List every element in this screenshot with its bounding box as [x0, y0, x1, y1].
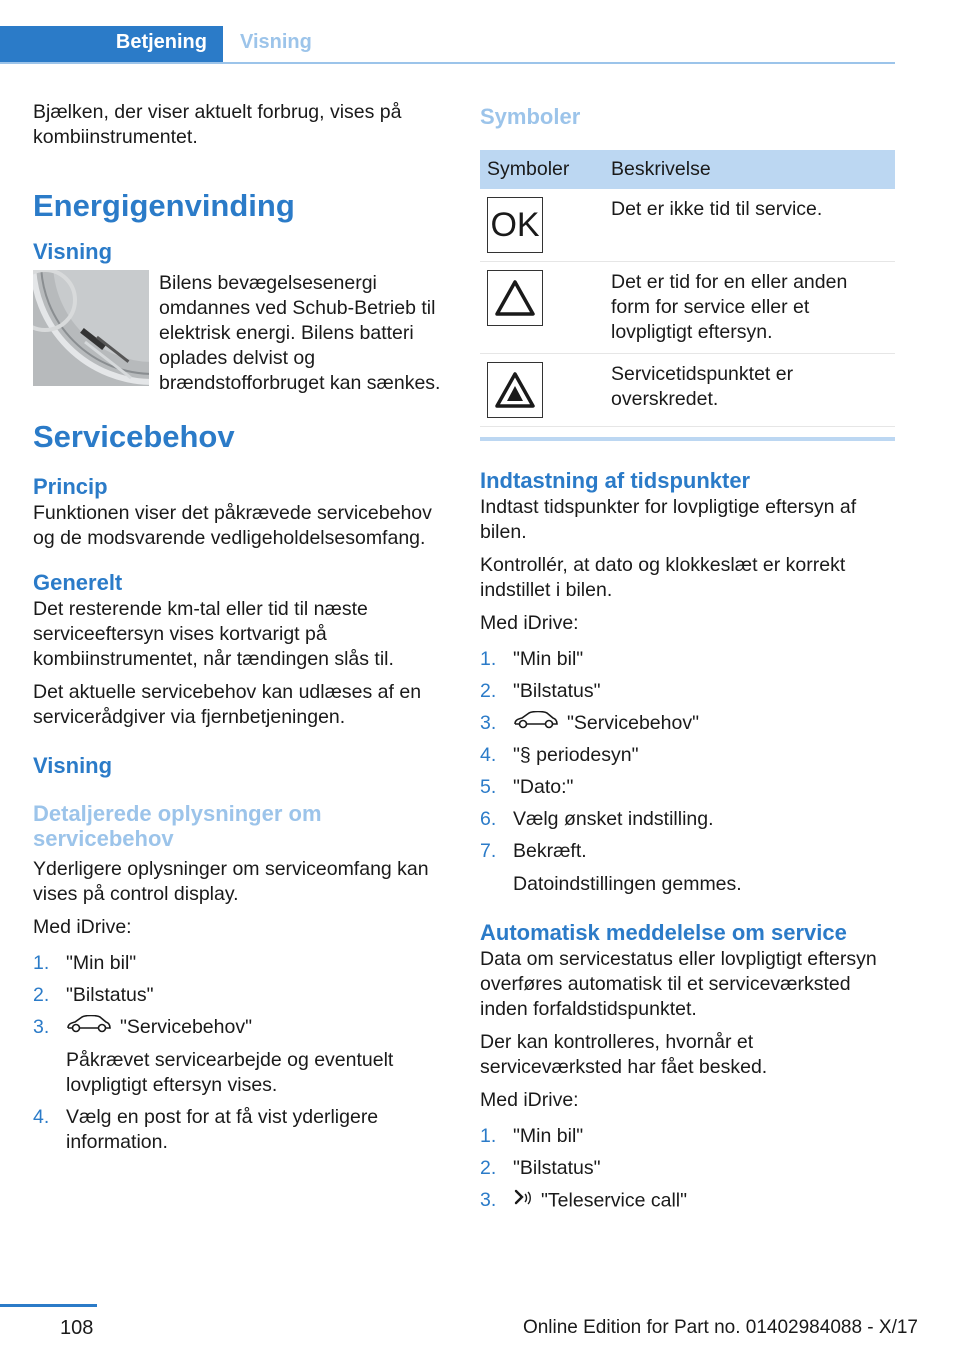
- intro-text: Bjælken, der viser aktuelt forbrug, vises på kombiinstrumentet.: [33, 101, 402, 148]
- step-number: 1.: [33, 952, 50, 974]
- overdue-triangle-icon: [487, 362, 543, 418]
- ok-icon: [487, 197, 543, 253]
- auto-text-1: Data om servicestatus eller lovpligtigt eftersyn overføres automatisk til et serviceværksted inden forfaldstidspunktet.: [480, 948, 877, 1021]
- table-row: [480, 262, 895, 354]
- step-number: 5.: [480, 776, 497, 799]
- teleservice-icon: [513, 1188, 533, 1215]
- step-text: "Teleservice call": [541, 1190, 688, 1212]
- list-item: [33, 1105, 441, 1155]
- list-item: [480, 775, 895, 800]
- symbol-cell: [480, 354, 604, 427]
- step-text: "Min bil": [66, 952, 137, 974]
- list-item: [480, 1124, 895, 1149]
- step-number: 4.: [33, 1106, 50, 1129]
- step-number: 1.: [480, 1125, 497, 1148]
- step-number: 3.: [480, 1189, 497, 1212]
- auto-text-2: Der kan kontrolleres, hvornår et serviceværksted har fået besked.: [480, 1031, 768, 1079]
- tab-betjening-label: Betjening: [115, 31, 207, 53]
- step-text: "Bilstatus": [513, 1157, 601, 1180]
- heading-symboler: Symboler: [480, 104, 581, 129]
- heading-princip: Princip: [33, 474, 108, 499]
- indtastning-text-2: Kontrollér, at dato og klokkeslæt er korrekt indstillet i bilen.: [480, 554, 846, 601]
- list-item: [33, 951, 441, 976]
- list-item: [480, 679, 895, 704]
- step-text: "§ periodesyn": [513, 744, 639, 767]
- heading-servicebehov: Servicebehov: [33, 419, 235, 454]
- symbol-table: [480, 150, 895, 427]
- step-text: Vælg en post for at få vist yderligere information.: [66, 1106, 379, 1154]
- step-text: "Bilstatus": [66, 984, 154, 1006]
- generelt-text-1: Det resterende km-tal eller tid til næste serviceeftersyn vises kortvarigt på kombiinstrumentet, når tændingen slås til.: [33, 598, 394, 670]
- table-header-symbol: Symboler: [480, 150, 604, 189]
- description-cell: Servicetidspunktet er overskredet.: [604, 354, 895, 427]
- heading-indtastning: Indtastning af tidspunkter: [480, 468, 751, 493]
- step-number: 2.: [480, 680, 497, 702]
- ok-symbol-text: OK: [490, 205, 540, 244]
- list-item: [480, 647, 895, 672]
- heading-detaljer: Detaljerede oplysninger om servicebehov: [33, 801, 322, 851]
- step-text: "Min bil": [513, 1125, 584, 1148]
- step-number: 1.: [480, 648, 497, 670]
- step-text: Bekræft.: [513, 840, 587, 863]
- footer-rule: [0, 1304, 97, 1307]
- heading-visning: Visning: [33, 239, 113, 264]
- generelt-text-2: Det aktuelle servicebehov kan udlæses af en servicerådgiver via fjernbetjeningen.: [33, 681, 422, 728]
- table-bottom-rule: [480, 437, 895, 441]
- edition-note: Online Edition for Part no. 01402984088 - X/17: [522, 1317, 918, 1338]
- step-number: 3.: [33, 1016, 50, 1038]
- idrive-label: Med iDrive:: [480, 612, 579, 634]
- step-text: "Servicebehov": [567, 712, 699, 734]
- step-number: 2.: [33, 984, 50, 1006]
- symbol-cell: [480, 189, 604, 262]
- step-number: 4.: [480, 744, 497, 767]
- step-number: 2.: [480, 1157, 497, 1180]
- step-subtext: Datoindstillingen gemmes.: [513, 873, 742, 896]
- symbol-cell: [480, 262, 604, 354]
- step-subtext: Påkrævet servicearbejde og eventuelt lovpligtigt eftersyn vises.: [66, 1049, 394, 1097]
- step-number: 7.: [480, 840, 497, 863]
- step-text: Vælg ønsket indstilling.: [513, 808, 714, 831]
- list-item: [480, 1156, 895, 1181]
- table-header-row: [480, 150, 895, 189]
- list-item: [480, 1188, 895, 1215]
- idrive-label: Med iDrive:: [480, 1089, 579, 1112]
- list-item: [33, 1015, 441, 1098]
- left-column: [33, 100, 441, 1162]
- table-row: [480, 189, 895, 262]
- right-steps-2: [480, 1124, 895, 1215]
- heading-visning-2: Visning: [33, 753, 113, 778]
- indtastning-text-1: Indtast tidspunkter for lovpligtige eftersyn af bilen.: [480, 496, 857, 543]
- energy-gauge-photo: [33, 270, 149, 386]
- princip-text: Funktionen viser det påkrævede servicebehov og de modsvarende vedligeholdelsesomfang.: [33, 502, 432, 549]
- step-text: "Servicebehov": [120, 1016, 252, 1038]
- visning-paragraph: Bilens bevægelsesenergi omdannes ved Schub-Betrieb til elektrisk energi. Bilens batteri oplades delvist og brændstofforbruget kan sænkes.: [159, 272, 441, 394]
- step-text: "Bilstatus": [513, 680, 601, 702]
- description-cell: Det er ikke tid til service.: [604, 189, 895, 262]
- heading-generelt: Generelt: [33, 570, 123, 595]
- heading-energigenvinding: Energigenvinding: [33, 188, 295, 223]
- warning-triangle-icon: [487, 270, 543, 326]
- table-header-description: Beskrivelse: [604, 150, 895, 189]
- table-row: [480, 354, 895, 427]
- header-tabs: [0, 0, 895, 64]
- list-item: [480, 807, 895, 832]
- car-icon: [513, 711, 559, 736]
- tab-visning[interactable]: Visning: [240, 31, 312, 53]
- right-column: [480, 100, 895, 1222]
- step-number: 3.: [480, 712, 497, 734]
- list-item: [480, 839, 895, 897]
- detaljer-text: Yderligere oplysninger om serviceomfang kan vises på control display.: [33, 858, 429, 905]
- right-steps: [480, 647, 895, 897]
- left-steps: [33, 951, 441, 1155]
- list-item: [480, 711, 895, 736]
- visning-text: [159, 271, 444, 404]
- page-number: 108: [60, 1317, 94, 1339]
- list-item: [33, 983, 441, 1008]
- car-icon: [66, 1015, 112, 1040]
- step-text: "Dato:": [513, 776, 574, 799]
- step-text: "Min bil": [513, 648, 584, 670]
- list-item: [480, 743, 895, 768]
- heading-automatisk: Automatisk meddelelse om service: [480, 920, 847, 946]
- visning-block: [33, 239, 441, 394]
- description-cell: Det er tid for en eller anden form for service eller et lovpligtigt eftersyn.: [604, 262, 895, 354]
- idrive-label: Med iDrive:: [33, 916, 132, 938]
- tab-betjening[interactable]: [0, 26, 223, 62]
- step-number: 6.: [480, 808, 497, 831]
